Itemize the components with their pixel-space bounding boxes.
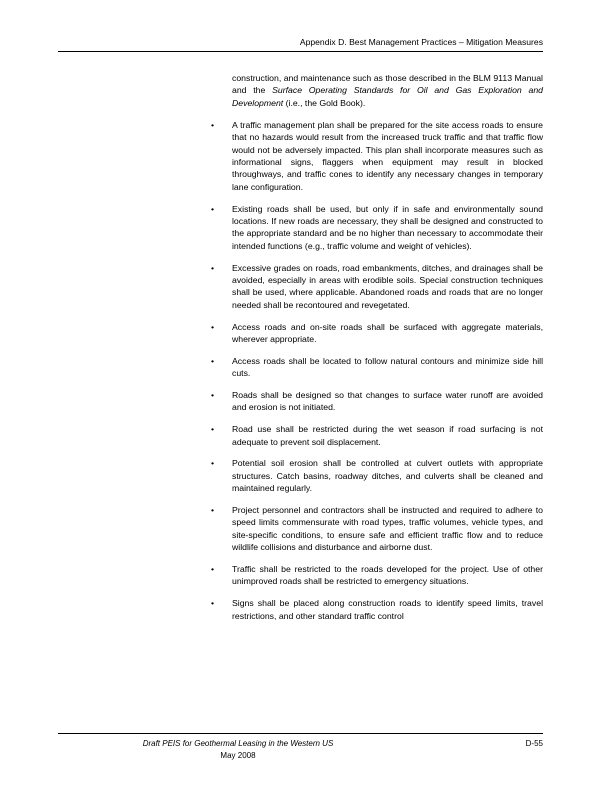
bullet-marker: • bbox=[211, 458, 215, 469]
bullet-text: Potential soil erosion shall be controlled at culvert outlets with appropriate structures. Catch basins, roadway ditches, and culverts shall be cleaned and maintained regularly. bbox=[232, 458, 543, 494]
bullet-text: A traffic management plan shall be prepared for the site access roads to ensure that no hazards would result from the increased truck traffic and that traffic flow would not be adversely impacted. This plan shall incorporate measures such as informational signs, flaggers when equipment may result in blocked throughways, and traffic cones to identify any necessary changes in temporary lane configuration. bbox=[232, 119, 543, 192]
bullet-text: Excessive grades on roads, road embankments, ditches, and drainages shall be avoided, especially in areas with erodible soils. Special construction techniques shall be used, where applicable. Abandoned roads and roads that are no longer needed shall be recontoured and revegetated. bbox=[232, 262, 543, 310]
bullet-item bbox=[211, 355, 543, 380]
bullet-list bbox=[211, 119, 543, 622]
bullet-text: Project personnel and contractors shall be instructed and required to adhere to speed limits commensurate with road types, traffic volumes, vehicle types, and site-specific conditions, to ensure safe and efficient traffic flow and to reduce wildlife collisions and disturbance and airborne dust. bbox=[232, 505, 543, 553]
bullet-text: Roads shall be designed so that changes to surface water runoff are avoided and erosion is not initiated. bbox=[232, 389, 543, 413]
bullet-text: Road use shall be restricted during the wet season if road surfacing is not adequate to prevent soil displacement. bbox=[232, 424, 543, 447]
footer-date: May 2008 bbox=[220, 751, 256, 760]
page-number: D-55 bbox=[525, 739, 543, 748]
bullet-text: Traffic shall be restricted to the roads developed for the project. Use of other unimproved roads shall be restricted to emergency situations. bbox=[232, 564, 543, 587]
bullet-marker: • bbox=[211, 424, 215, 435]
footer-divider bbox=[58, 733, 543, 734]
bullet-marker: • bbox=[211, 262, 215, 273]
bullet-item bbox=[211, 203, 543, 253]
bullet-marker: • bbox=[211, 119, 215, 130]
intro-text-a: construction, and maintenance such as those described in the BLM 9113 Manual and the bbox=[232, 73, 543, 96]
footer-document-title: Draft PEIS for Geothermal Leasing in the Western US bbox=[142, 739, 334, 748]
bullet-marker: • bbox=[211, 321, 215, 332]
bullet-text: Access roads and on-site roads shall be surfaced with aggregate materials, wherever appropriate. bbox=[232, 321, 543, 344]
bullet-item bbox=[211, 457, 543, 494]
header-divider bbox=[58, 51, 543, 52]
page-body bbox=[211, 72, 543, 631]
bullet-marker: • bbox=[211, 564, 215, 575]
bullet-item bbox=[211, 504, 543, 554]
page-header: Appendix D. Best Management Practices – Mitigation Measures bbox=[299, 37, 543, 47]
intro-italic-title: Surface Operating Standards for Oil and Gas Exploration and Development bbox=[232, 85, 543, 108]
bullet-marker: • bbox=[211, 505, 215, 515]
bullet-item bbox=[211, 423, 543, 448]
bullet-marker: • bbox=[211, 355, 215, 366]
bullet-item bbox=[211, 389, 543, 414]
bullet-item bbox=[211, 563, 543, 588]
bullet-text: Existing roads shall be used, but only if in safe and environmentally sound locations. If new roads are necessary, they shall be designed and constructed to the appropriate standard and be no higher than necessary to accommodate their intended functions (e.g., traffic volume and weight of vehicles). bbox=[232, 203, 543, 251]
bullet-text: Access roads shall be located to follow natural contours and minimize side hill cuts. bbox=[232, 355, 543, 379]
bullet-text: Signs shall be placed along construction roads to identify speed limits, travel restrictions, and other standard traffic control bbox=[232, 598, 543, 621]
intro-paragraph bbox=[232, 72, 543, 109]
bullet-item bbox=[211, 119, 543, 193]
bullet-item bbox=[211, 321, 543, 346]
bullet-marker: • bbox=[211, 389, 215, 400]
intro-text-b: (i.e., the Gold Book). bbox=[283, 97, 366, 108]
bullet-item bbox=[211, 597, 543, 622]
bullet-item bbox=[211, 262, 543, 312]
bullet-marker: • bbox=[211, 598, 215, 609]
bullet-marker: • bbox=[211, 203, 215, 214]
